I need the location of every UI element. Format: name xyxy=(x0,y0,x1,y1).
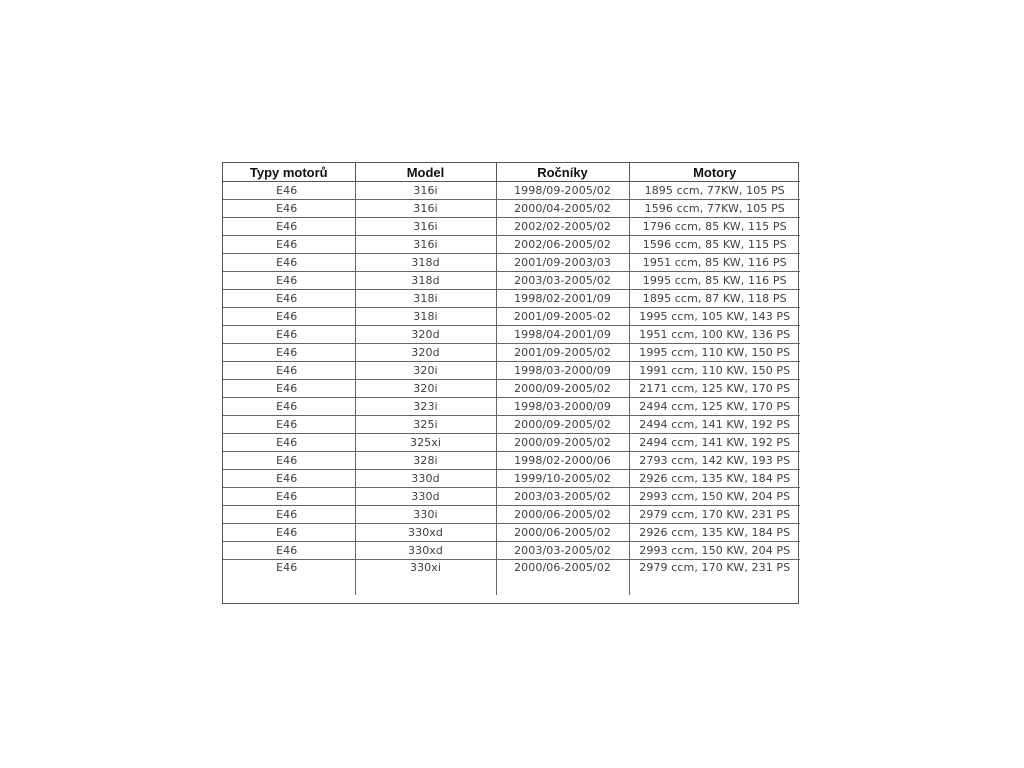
table-row xyxy=(223,452,800,470)
cell-years: 2003/03-2005/02 xyxy=(496,272,629,290)
cell-engine: 1596 ccm, 77KW, 105 PS xyxy=(629,200,800,218)
cell-engine-type: E46 xyxy=(223,506,355,524)
cell-engine: 2926 ccm, 135 KW, 184 PS xyxy=(629,524,800,542)
cell-engine: 2793 ccm, 142 KW, 193 PS xyxy=(629,452,800,470)
cell-model: 320d xyxy=(355,326,496,344)
cell-years: 2001/09-2005/02 xyxy=(496,344,629,362)
cell-engine-type: E46 xyxy=(223,398,355,416)
cell-engine-type: E46 xyxy=(223,200,355,218)
cell-engine-type: E46 xyxy=(223,272,355,290)
table-row xyxy=(223,326,800,344)
table-row xyxy=(223,236,800,254)
cell-model: 330xi xyxy=(355,560,496,596)
cell-model: 318i xyxy=(355,308,496,326)
cell-engine-type: E46 xyxy=(223,290,355,308)
cell-years: 2000/04-2005/02 xyxy=(496,200,629,218)
header-model: Model xyxy=(355,163,496,182)
cell-model: 330d xyxy=(355,470,496,488)
cell-years: 2002/02-2005/02 xyxy=(496,218,629,236)
table-row xyxy=(223,524,800,542)
cell-engine: 1951 ccm, 85 KW, 116 PS xyxy=(629,254,800,272)
cell-years: 2002/06-2005/02 xyxy=(496,236,629,254)
cell-engine: 2979 ccm, 170 KW, 231 PS xyxy=(639,561,791,574)
cell-engine-type: E46 xyxy=(223,542,355,560)
engine-table xyxy=(223,163,800,595)
cell-engine-type: E46 xyxy=(223,182,355,200)
cell-engine: 2171 ccm, 125 KW, 170 PS xyxy=(629,380,800,398)
cell-engine: 1895 ccm, 77KW, 105 PS xyxy=(629,182,800,200)
table-row xyxy=(223,416,800,434)
cell-engine: 2494 ccm, 141 KW, 192 PS xyxy=(629,434,800,452)
cell-model: 316i xyxy=(355,218,496,236)
cell-engine: 2926 ccm, 135 KW, 184 PS xyxy=(629,470,800,488)
cell-engine-type: E46 xyxy=(223,470,355,488)
header-years: Ročníky xyxy=(496,163,629,182)
table-row xyxy=(223,560,800,596)
cell-engine: 1596 ccm, 85 KW, 115 PS xyxy=(629,236,800,254)
cell-engine: 1995 ccm, 110 KW, 150 PS xyxy=(629,344,800,362)
table-row xyxy=(223,506,800,524)
cell-engine-type: E46 xyxy=(223,488,355,506)
cell-engine: 2494 ccm, 141 KW, 192 PS xyxy=(629,416,800,434)
cell-years: 1999/10-2005/02 xyxy=(496,470,629,488)
cell-model: 325xi xyxy=(355,434,496,452)
table-row xyxy=(223,488,800,506)
cell-engine-type: E46 xyxy=(223,326,355,344)
cell-model: 330xd xyxy=(355,542,496,560)
table-row xyxy=(223,254,800,272)
cell-years: 2000/09-2005/02 xyxy=(496,380,629,398)
table-row xyxy=(223,470,800,488)
cell-engine: 2993 ccm, 150 KW, 204 PS xyxy=(629,542,800,560)
table-row xyxy=(223,380,800,398)
cell-years: 1998/03-2000/09 xyxy=(496,362,629,380)
cell-years: 1998/04-2001/09 xyxy=(496,326,629,344)
engine-table-frame xyxy=(222,162,799,604)
cell-engine-type: E46 xyxy=(223,524,355,542)
cell-engine-type: E46 xyxy=(223,236,355,254)
cell-engine-type: E46 xyxy=(223,452,355,470)
table-row xyxy=(223,182,800,200)
cell-model: 318d xyxy=(355,254,496,272)
cell-engine-type: E46 xyxy=(223,254,355,272)
cell-model: 325i xyxy=(355,416,496,434)
cell-model: 320d xyxy=(355,344,496,362)
cell-years: 2003/03-2005/02 xyxy=(496,488,629,506)
cell-years: 2003/03-2005/02 xyxy=(496,542,629,560)
cell-years: 2001/09-2005-02 xyxy=(496,308,629,326)
cell-model: 318d xyxy=(355,272,496,290)
cell-model: 320i xyxy=(355,362,496,380)
table-row xyxy=(223,542,800,560)
cell-engine-type: E46 xyxy=(223,362,355,380)
table-row xyxy=(223,308,800,326)
cell-engine: 1796 ccm, 85 KW, 115 PS xyxy=(629,218,800,236)
header-engine-types: Typy motorů xyxy=(223,163,355,182)
table-row xyxy=(223,218,800,236)
cell-model: 320i xyxy=(355,380,496,398)
cell-years: 2000/06-2005/02 xyxy=(496,560,629,596)
cell-model: 316i xyxy=(355,200,496,218)
cell-engine-type: E46 xyxy=(223,218,355,236)
cell-years: 1998/02-2000/06 xyxy=(496,452,629,470)
cell-engine: 2979 ccm, 170 KW, 231 PS xyxy=(629,506,800,524)
cell-years: 1998/09-2005/02 xyxy=(496,182,629,200)
cell-model: 316i xyxy=(355,236,496,254)
cell-years: 2000/09-2005/02 xyxy=(496,434,629,452)
cell-model: 328i xyxy=(355,452,496,470)
cell-engine: 1995 ccm, 105 KW, 143 PS xyxy=(629,308,800,326)
table-row xyxy=(223,272,800,290)
table-header-row xyxy=(223,163,800,182)
cell-engine: 2993 ccm, 150 KW, 204 PS xyxy=(629,488,800,506)
cell-engine-type: E46 xyxy=(223,560,355,596)
cell-engine: 1951 ccm, 100 KW, 136 PS xyxy=(629,326,800,344)
cell-engine-type: E46 xyxy=(223,434,355,452)
table-body xyxy=(223,182,800,596)
cell-years: 1998/03-2000/09 xyxy=(496,398,629,416)
cell-engine: 1895 ccm, 87 KW, 118 PS xyxy=(629,290,800,308)
table-row xyxy=(223,362,800,380)
cell-engine: 2494 ccm, 125 KW, 170 PS xyxy=(629,398,800,416)
cell-engine-type: E46 xyxy=(223,380,355,398)
cell-engine-type: E46 xyxy=(223,344,355,362)
cell-years: 1998/02-2001/09 xyxy=(496,290,629,308)
cell-model: 330xd xyxy=(355,524,496,542)
table-row xyxy=(223,200,800,218)
cell-years: 2000/06-2005/02 xyxy=(496,524,629,542)
header-engines: Motory xyxy=(629,163,800,182)
table-row xyxy=(223,344,800,362)
table-row xyxy=(223,398,800,416)
cell-engine: 1995 ccm, 85 KW, 116 PS xyxy=(629,272,800,290)
cell-engine-type: E46 xyxy=(223,416,355,434)
cell-engine-type: E46 xyxy=(223,308,355,326)
cell-model: 318i xyxy=(355,290,496,308)
cell-engine: 1991 ccm, 110 KW, 150 PS xyxy=(629,362,800,380)
table-row xyxy=(223,290,800,308)
cell-years: 2000/06-2005/02 xyxy=(496,506,629,524)
table-row xyxy=(223,434,800,452)
cell-model: 330i xyxy=(355,506,496,524)
cell-years: 2001/09-2003/03 xyxy=(496,254,629,272)
cell-model: 330d xyxy=(355,488,496,506)
cell-model: 316i xyxy=(355,182,496,200)
cell-years: 2000/09-2005/02 xyxy=(496,416,629,434)
cell-model: 323i xyxy=(355,398,496,416)
